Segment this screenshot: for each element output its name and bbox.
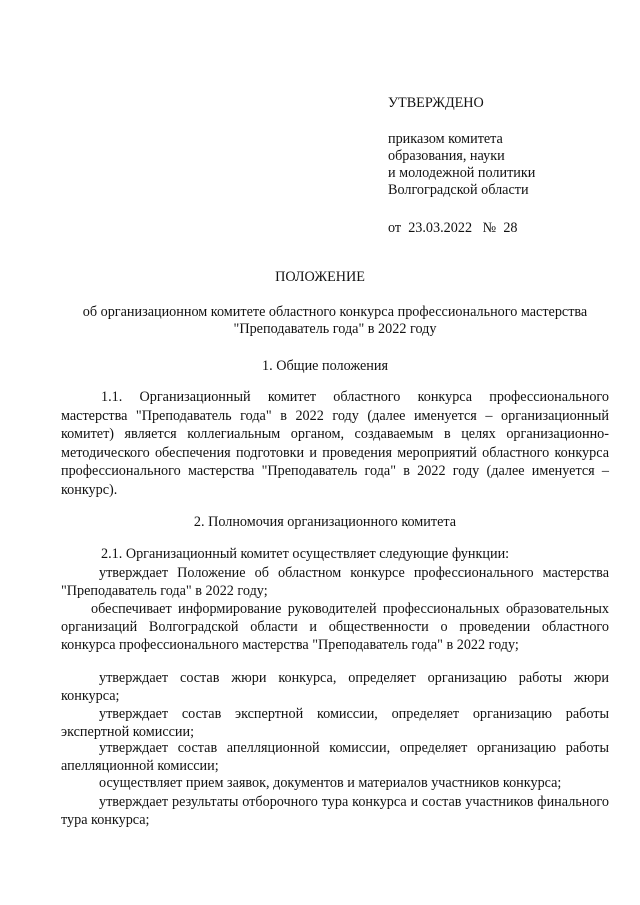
function-item: утверждает Положение об областном конкурсе профессионального мастерства "Преподаватель года" в 2022 году; [61,565,609,599]
approval-line: и молодежной политики [388,165,536,181]
document-title: ПОЛОЖЕНИЕ [275,269,365,285]
section-1-heading: 1. Общие положения [262,358,388,374]
function-item: утверждает состав апелляционной комиссии, определяет организацию работы апелляционной комиссии; [61,740,609,774]
paragraph-1-1: 1.1. Организационный комитет областного конкурса профессионального мастерства "Преподаватель года" в 2022 году (далее именуется – организационный комитет) является коллегиальным органом, создаваемым в целях организационно-методического обеспечения подготовки и проведения мероприятий областного конкурса профессионального мастерства "Преподаватель года" в 2022 году (далее именуется – конкурс). [61,389,609,498]
approval-line: образования, науки [388,148,505,164]
approval-date: от 23.03.2022 № 28 [388,220,518,236]
approval-stamp: УТВЕРЖДЕНО [388,95,484,111]
function-item: утверждает состав жюри конкурса, определяет организацию работы жюри конкурса; [61,670,609,704]
section-2-heading: 2. Полномочия организационного комитета [193,514,457,530]
function-item: осуществляет прием заявок, документов и материалов участников конкурса; [99,775,562,791]
function-item: утверждает состав экспертной комиссии, определяет организацию работы экспертной комиссии; [61,706,609,740]
function-item: утверждает результаты отборочного тура конкурса и состав участников финального тура конкурса; [61,794,609,828]
approval-line: приказом комитета [388,131,503,147]
function-item: обеспечивает информирование руководителей профессиональных образовательных организаций Волгоградской области и общественности о проведении областного конкурса профессионального мастерства "Преподаватель года" в 2022 году; [61,601,609,653]
paragraph-2-1: 2.1. Организационный комитет осуществляет следующие функции: [101,546,510,562]
document-subtitle: об организационном комитете областного конкурса профессионального мастерства "Преподаватель года" в 2022 году [82,304,588,337]
approval-line: Волгоградской области [388,182,529,198]
approval-block [388,95,628,237]
